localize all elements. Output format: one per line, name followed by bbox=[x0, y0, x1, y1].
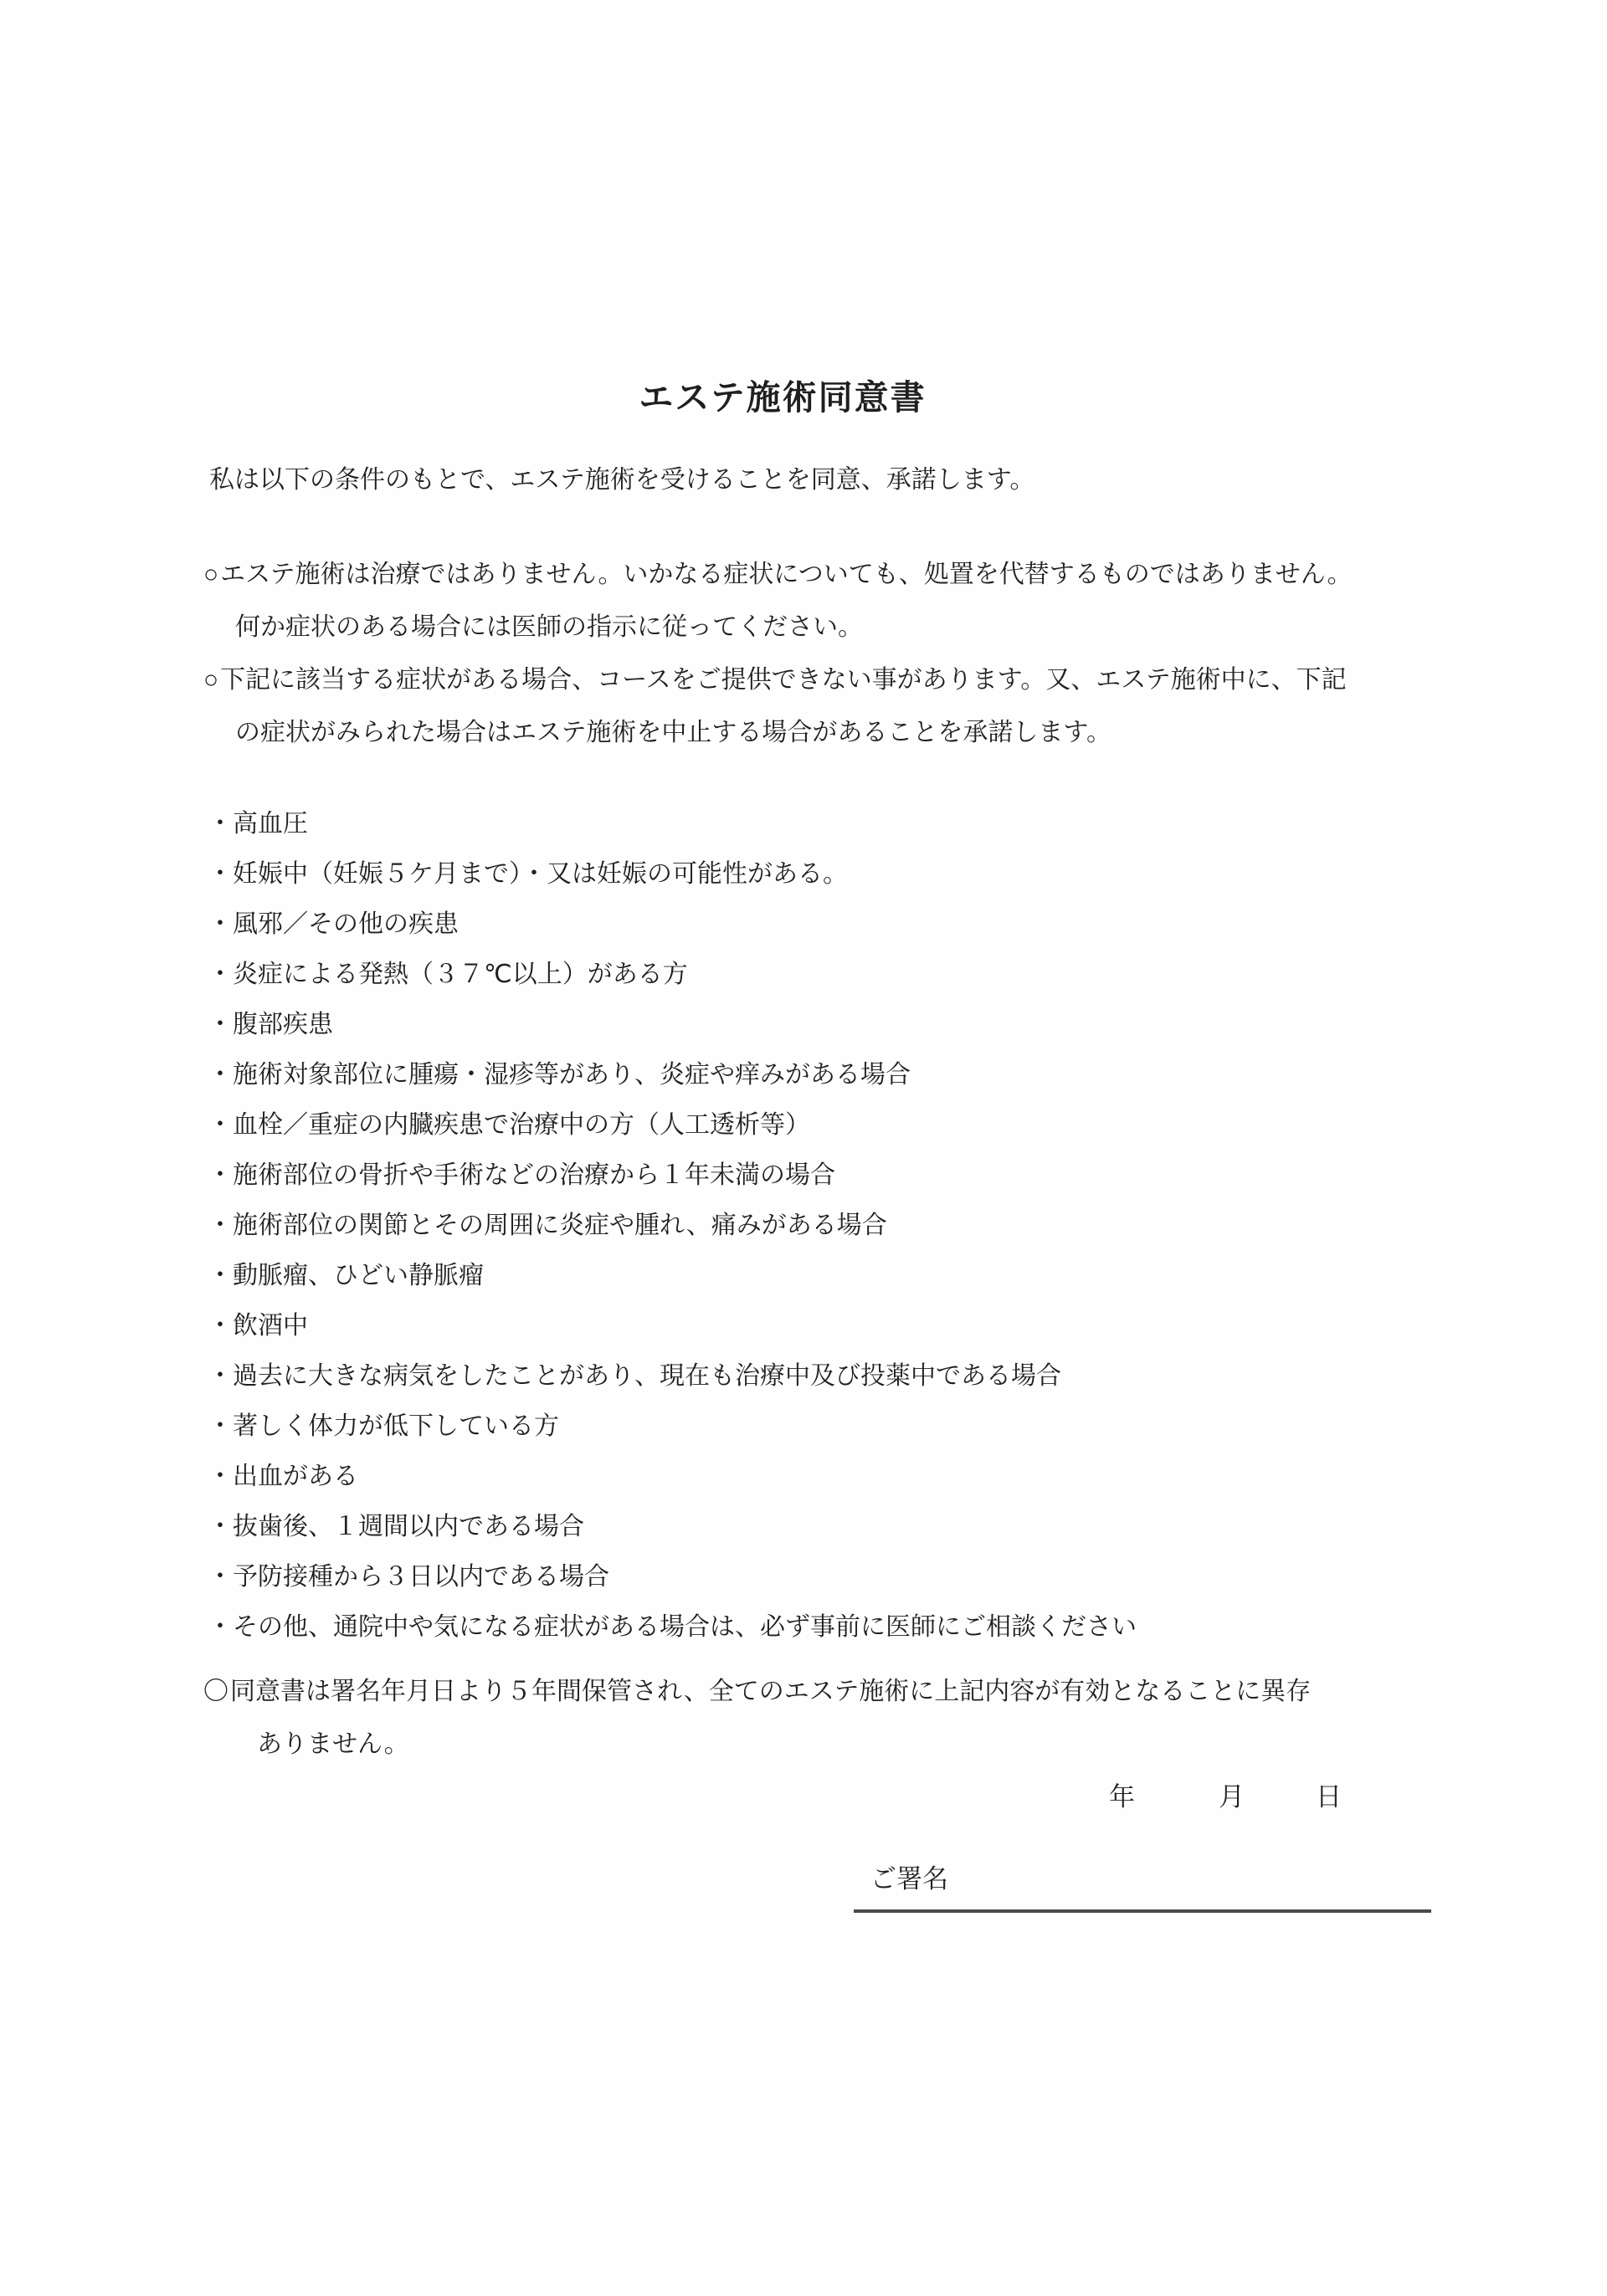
circle-bullet-marker: 〇 bbox=[203, 1678, 228, 1705]
condition-item bbox=[208, 1502, 1137, 1552]
dot-bullet-marker: ・ bbox=[208, 910, 233, 938]
dot-bullet-marker: ・ bbox=[208, 1262, 233, 1289]
condition-text: 施術対象部位に腫瘍・湿疹等があり、炎症や痒みがある場合 bbox=[233, 1061, 911, 1089]
condition-item bbox=[208, 1050, 1137, 1100]
notice-line bbox=[203, 653, 1353, 706]
notice-line-continuation: 何か症状のある場合には医師の指示に従ってください。 bbox=[235, 613, 863, 641]
condition-text: 施術部位の骨折や手術などの治療から１年未満の場合 bbox=[233, 1161, 835, 1189]
notice-text: 下記に該当する症状がある場合、コースをご提供できない事があります。又、エステ施術中に、下記 bbox=[220, 666, 1347, 694]
condition-text: その他、通院中や気になる症状がある場合は、必ず事前に医師にご相談ください bbox=[233, 1613, 1137, 1641]
condition-item bbox=[208, 1000, 1137, 1050]
condition-text: 腹部疾患 bbox=[233, 1011, 333, 1038]
notice-line-continuation: の症状がみられた場合はエステ施術を中止する場合があることを承諾します。 bbox=[235, 719, 1112, 746]
condition-text: 血栓／重症の内臓疾患で治療中の方（人工透析等） bbox=[233, 1111, 810, 1139]
dot-bullet-marker: ・ bbox=[208, 1412, 233, 1440]
condition-item bbox=[208, 950, 1137, 1000]
condition-item bbox=[208, 1351, 1137, 1402]
condition-text: 施術部位の関節とその周囲に炎症や腫れ、痛みがある場合 bbox=[233, 1212, 887, 1239]
date-line bbox=[1109, 1776, 1342, 1813]
notice-line bbox=[203, 1665, 1311, 1718]
dot-bullet-marker: ・ bbox=[208, 1312, 233, 1340]
dot-bullet-marker: ・ bbox=[208, 961, 233, 988]
condition-text: 抜歯後、１週間以内である場合 bbox=[233, 1513, 584, 1540]
dot-bullet-marker: ・ bbox=[208, 1362, 233, 1390]
condition-item bbox=[208, 1602, 1137, 1653]
condition-item bbox=[208, 899, 1137, 950]
dot-bullet-marker: ・ bbox=[208, 810, 233, 838]
circle-bullet-marker: ○ bbox=[203, 666, 219, 694]
notice-text: エステ施術は治療ではありません。いかなる症状についても、処置を代替するものではありません。 bbox=[220, 561, 1353, 588]
condition-item bbox=[208, 1100, 1137, 1151]
signature-label: ご署名 bbox=[870, 1864, 948, 1894]
condition-text: 動脈瘤、ひどい静脈瘤 bbox=[233, 1262, 484, 1289]
dot-bullet-marker: ・ bbox=[208, 1061, 233, 1089]
notice-line bbox=[203, 548, 1353, 601]
intro-statement: 私は以下の条件のもとで、エステ施術を受けることを同意、承諾します。 bbox=[209, 466, 1035, 494]
condition-text: 妊娠中（妊娠５ケ月まで）・又は妊娠の可能性がある。 bbox=[233, 860, 848, 888]
page-title: エステ施術同意書 bbox=[639, 378, 927, 417]
circle-bullet-marker: ○ bbox=[203, 561, 219, 588]
dot-bullet-marker: ・ bbox=[208, 1513, 233, 1540]
condition-text: 予防接種から３日以内である場合 bbox=[233, 1563, 609, 1591]
dot-bullet-marker: ・ bbox=[208, 860, 233, 888]
condition-item bbox=[208, 1402, 1137, 1452]
closing-text: 同意書は署名年月日より５年間保管され、全てのエステ施術に上記内容が有効となることに異存 bbox=[230, 1678, 1312, 1705]
notice-line-continuation: ありません。 bbox=[257, 1730, 409, 1758]
notice-paragraph bbox=[203, 548, 1353, 653]
dot-bullet-marker: ・ bbox=[208, 1212, 233, 1239]
condition-text: 炎症による発熱（３７℃以上）がある方 bbox=[233, 961, 688, 988]
condition-item bbox=[208, 799, 1137, 849]
dot-bullet-marker: ・ bbox=[208, 1011, 233, 1038]
notice-paragraph bbox=[203, 653, 1353, 759]
dot-bullet-marker: ・ bbox=[208, 1111, 233, 1139]
condition-text: 高血圧 bbox=[233, 810, 308, 838]
condition-item bbox=[208, 849, 1137, 899]
condition-text: 飲酒中 bbox=[233, 1312, 308, 1340]
retention-clause bbox=[203, 1665, 1311, 1771]
condition-text: 過去に大きな病気をしたことがあり、現在も治療中及び投薬中である場合 bbox=[233, 1362, 1061, 1390]
signature-line bbox=[854, 1909, 1431, 1913]
condition-item bbox=[208, 1552, 1137, 1602]
dot-bullet-marker: ・ bbox=[208, 1463, 233, 1490]
condition-text: 出血がある bbox=[233, 1463, 358, 1490]
condition-item bbox=[208, 1151, 1137, 1201]
dot-bullet-marker: ・ bbox=[208, 1161, 233, 1189]
year-label: 年 bbox=[1109, 1782, 1135, 1812]
dot-bullet-marker: ・ bbox=[208, 1613, 233, 1641]
condition-item bbox=[208, 1452, 1137, 1502]
condition-text: 著しく体力が低下している方 bbox=[233, 1412, 559, 1440]
month-label: 月 bbox=[1219, 1782, 1245, 1812]
condition-item bbox=[208, 1251, 1137, 1301]
condition-item bbox=[208, 1301, 1137, 1351]
condition-item bbox=[208, 1201, 1137, 1251]
condition-list bbox=[208, 799, 1137, 1653]
notice-section bbox=[203, 548, 1353, 759]
condition-text: 風邪／その他の疾患 bbox=[233, 910, 459, 938]
dot-bullet-marker: ・ bbox=[208, 1563, 233, 1591]
day-label: 日 bbox=[1316, 1782, 1342, 1812]
